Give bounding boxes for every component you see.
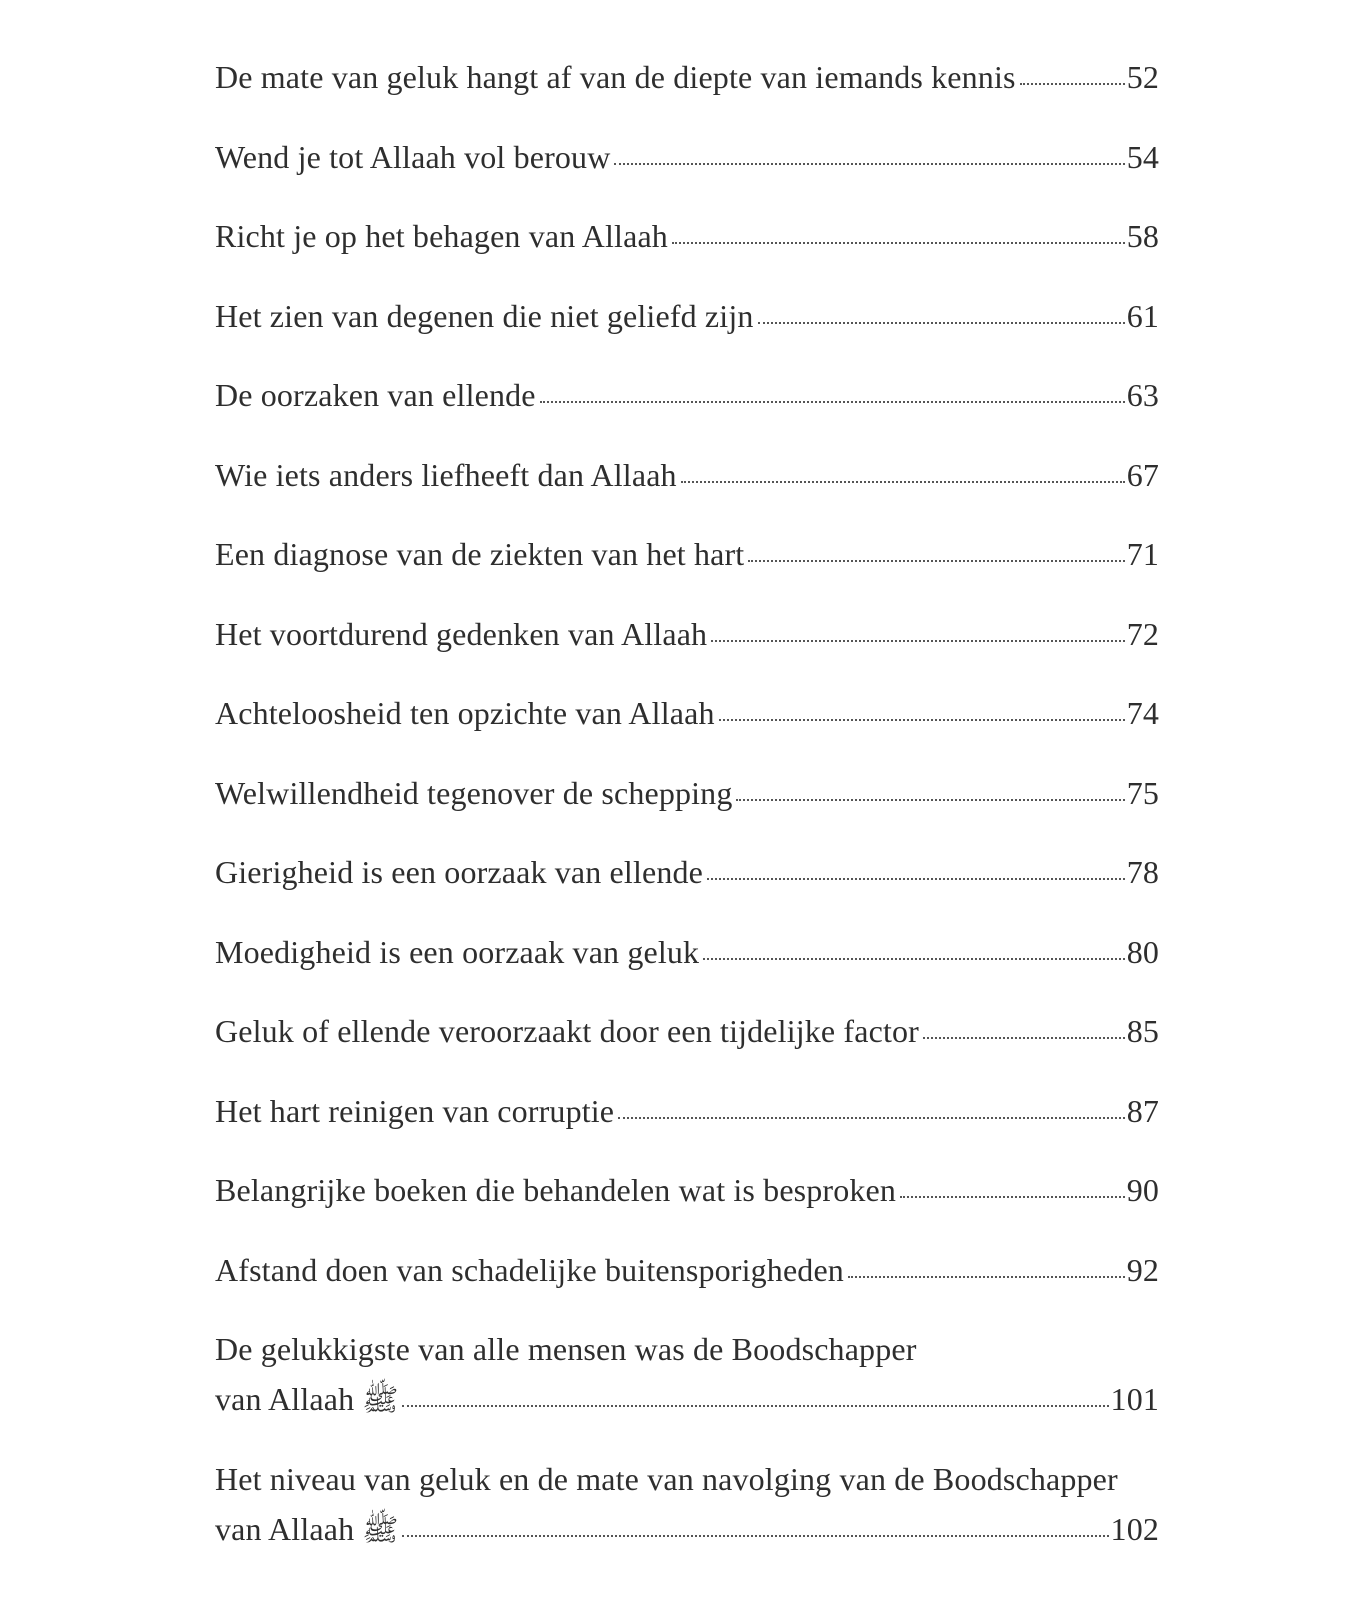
toc-entry-title-line2-text: van Allaah bbox=[215, 1511, 355, 1547]
dot-leader bbox=[614, 136, 1124, 168]
dot-leader bbox=[540, 374, 1125, 406]
toc-entry-title-line1: De gelukkigste van alle mensen was de Boodschapper bbox=[215, 1331, 917, 1367]
toc-entry[interactable] bbox=[215, 370, 1159, 450]
toc-entry-title: De oorzaken van ellende bbox=[215, 377, 536, 413]
toc-entry-title: Wie iets anders liefheeft dan Allaah bbox=[215, 456, 677, 493]
toc-entry[interactable] bbox=[215, 768, 1159, 848]
toc-entry-page: 52 bbox=[1126, 59, 1159, 95]
toc-entry-title: Een diagnose van de ziekten van het hart bbox=[215, 536, 745, 572]
dot-leader bbox=[618, 1090, 1125, 1122]
toc-entry-page: 75 bbox=[1126, 774, 1159, 811]
toc-entry-page: 71 bbox=[1126, 536, 1159, 572]
toc-entry-page: 102 bbox=[1110, 1511, 1159, 1547]
toc-entry-row bbox=[215, 1245, 1159, 1295]
dot-leader bbox=[707, 851, 1125, 883]
toc-entry-row bbox=[215, 688, 1159, 738]
dot-leader bbox=[848, 1249, 1125, 1281]
dot-leader bbox=[402, 1508, 1108, 1540]
toc-entry-page: 92 bbox=[1126, 1251, 1159, 1288]
dot-leader bbox=[711, 613, 1124, 645]
toc-entry-title: Gierigheid is een oorzaak van ellende bbox=[215, 854, 704, 890]
toc-entry-page: 101 bbox=[1110, 1381, 1159, 1417]
toc-entry-page: 90 bbox=[1126, 1172, 1159, 1208]
toc-entry-page: 85 bbox=[1126, 1013, 1159, 1049]
dot-leader bbox=[681, 454, 1125, 486]
toc-entry-title-line2 bbox=[215, 1504, 398, 1556]
toc-entry-row bbox=[215, 927, 1159, 977]
toc-entry-row bbox=[215, 1504, 1159, 1556]
toc-entry-row bbox=[215, 609, 1159, 659]
toc-entry-page: 72 bbox=[1126, 615, 1159, 652]
toc-entry-title: Het hart reinigen van corruptie bbox=[215, 1092, 615, 1129]
dot-leader bbox=[402, 1378, 1108, 1410]
dot-leader bbox=[719, 692, 1125, 724]
toc-entry-row bbox=[215, 450, 1159, 500]
toc-entry[interactable] bbox=[215, 688, 1159, 768]
toc-entry-title-line1: Het niveau van geluk en de mate van navolging van de Boodschapper bbox=[215, 1461, 1118, 1497]
toc-entry-row bbox=[215, 211, 1159, 261]
toc-entry-row bbox=[215, 291, 1159, 341]
salawat-honorific-icon: ﷺ bbox=[362, 1383, 399, 1418]
toc-entry[interactable] bbox=[215, 450, 1159, 530]
toc-entry-page: 78 bbox=[1126, 854, 1159, 890]
toc-entry[interactable] bbox=[215, 1165, 1159, 1245]
toc-entry-title: Het voortdurend gedenken van Allaah bbox=[215, 615, 708, 652]
toc-entry-page: 61 bbox=[1126, 297, 1159, 334]
dot-leader bbox=[900, 1169, 1125, 1201]
salawat-honorific-icon: ﷺ bbox=[362, 1513, 399, 1548]
toc-entry-title-line2-text: van Allaah bbox=[215, 1381, 355, 1417]
toc-entry-title: Welwillendheid tegenover de schepping bbox=[215, 774, 733, 811]
toc-entry[interactable] bbox=[215, 1086, 1159, 1166]
toc-entry-title: Belangrijke boeken die behandelen wat is besproken bbox=[215, 1172, 897, 1208]
toc-entry-row bbox=[215, 1006, 1159, 1056]
toc-entry-page: 54 bbox=[1126, 138, 1159, 175]
toc-entry-title: Moedigheid is een oorzaak van geluk bbox=[215, 933, 700, 970]
toc-entry-page: 58 bbox=[1126, 218, 1159, 254]
dot-leader bbox=[758, 295, 1125, 327]
toc-entry-page: 63 bbox=[1126, 377, 1159, 413]
toc-entry-title: Afstand doen van schadelijke buitensporigheden bbox=[215, 1251, 844, 1288]
dot-leader bbox=[736, 772, 1124, 804]
toc-entry-page: 87 bbox=[1126, 1092, 1159, 1129]
toc-entry-title: Achteloosheid ten opzichte van Allaah bbox=[215, 695, 715, 731]
toc-entry[interactable] bbox=[215, 529, 1159, 609]
toc-entry-row bbox=[215, 52, 1159, 102]
toc-entry-title: Het zien van degenen die niet geliefd zijn bbox=[215, 297, 754, 334]
toc-entry-row bbox=[215, 847, 1159, 897]
toc-entry-row bbox=[215, 768, 1159, 818]
toc-entry-title: Wend je tot Allaah vol berouw bbox=[215, 138, 611, 175]
toc-entry-row bbox=[215, 370, 1159, 420]
toc-entry[interactable] bbox=[215, 847, 1159, 927]
toc-entry-title: De mate van geluk hangt af van de diepte van iemands kennis bbox=[215, 59, 1016, 95]
toc-entry-row bbox=[215, 132, 1159, 182]
toc-entry[interactable] bbox=[215, 132, 1159, 212]
dot-leader bbox=[672, 215, 1125, 247]
toc-entry-page: 80 bbox=[1126, 933, 1159, 970]
toc-entry-title: Geluk of ellende veroorzaakt door een tijdelijke factor bbox=[215, 1013, 919, 1049]
toc-entry-multiline[interactable] bbox=[215, 1454, 1159, 1584]
toc-entry-title-line2 bbox=[215, 1374, 398, 1426]
toc-entry-page: 67 bbox=[1126, 456, 1159, 493]
dot-leader bbox=[748, 533, 1124, 565]
toc-entry[interactable] bbox=[215, 52, 1159, 132]
toc-entry[interactable] bbox=[215, 609, 1159, 689]
dot-leader bbox=[923, 1010, 1125, 1042]
toc-entry[interactable] bbox=[215, 291, 1159, 371]
dot-leader bbox=[703, 931, 1124, 963]
toc-entry-page: 74 bbox=[1126, 695, 1159, 731]
table-of-contents bbox=[215, 52, 1159, 1584]
toc-entry-row bbox=[215, 1086, 1159, 1136]
toc-entry[interactable] bbox=[215, 1245, 1159, 1325]
toc-entry-row bbox=[215, 1165, 1159, 1215]
toc-entry-title: Richt je op het behagen van Allaah bbox=[215, 218, 668, 254]
toc-entry-row bbox=[215, 1374, 1159, 1426]
toc-entry-row bbox=[215, 529, 1159, 579]
toc-entry[interactable] bbox=[215, 927, 1159, 1007]
toc-entry-multiline[interactable] bbox=[215, 1324, 1159, 1454]
toc-entry[interactable] bbox=[215, 211, 1159, 291]
dot-leader bbox=[1020, 56, 1125, 88]
toc-entry[interactable] bbox=[215, 1006, 1159, 1086]
